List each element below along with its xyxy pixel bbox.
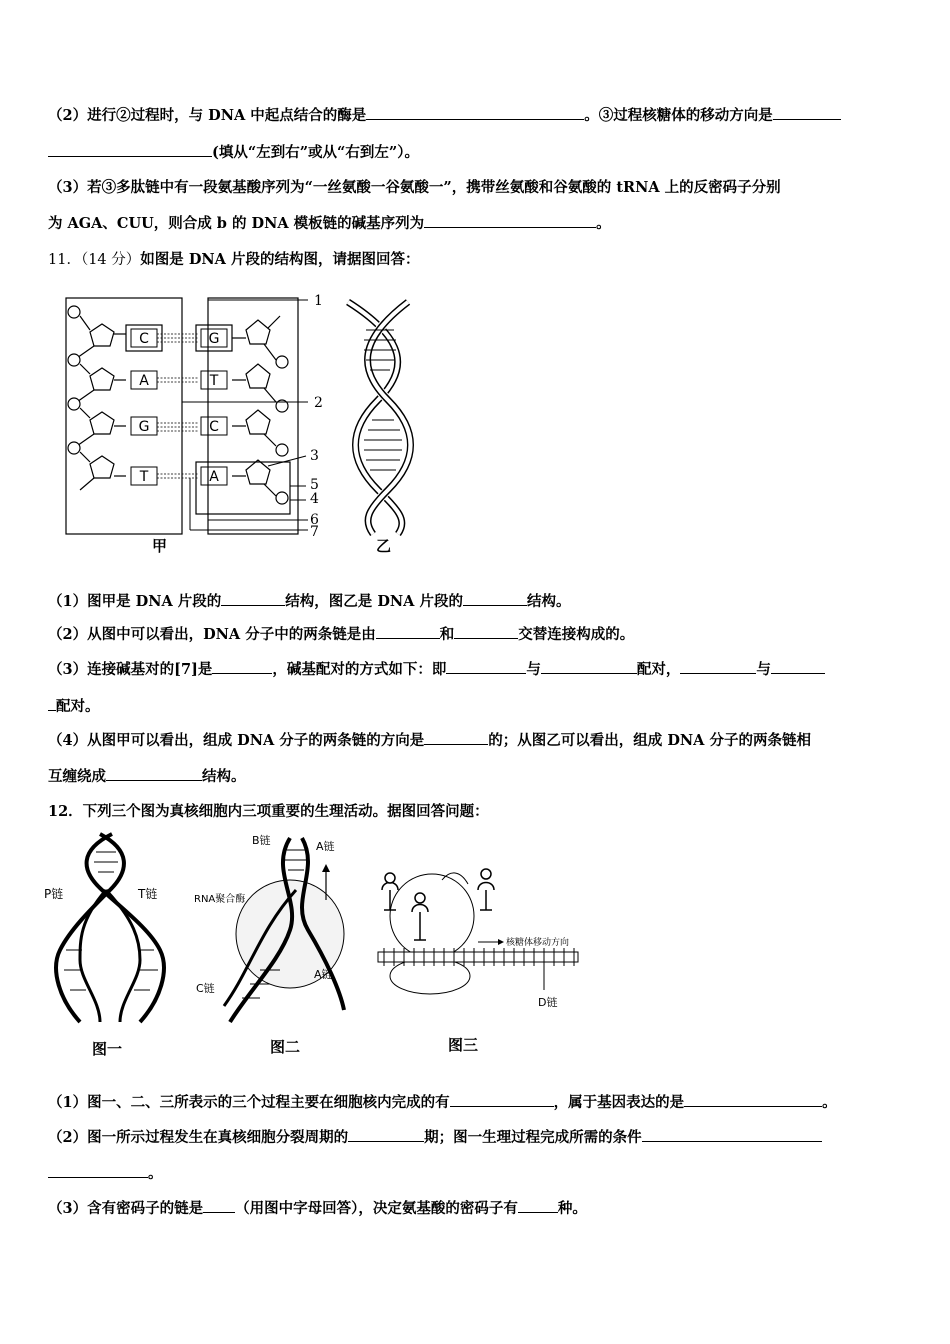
label-rna-polymerase: RNA聚合酶 (194, 894, 246, 905)
q11-q1 (48, 590, 570, 611)
q12-q2-text-a: （2）图一所示过程发生在真核细胞分裂周期的 (48, 1129, 349, 1146)
hydrogen-bonds (157, 334, 199, 478)
answer-blank[interactable] (424, 730, 488, 745)
answer-blank[interactable] (48, 696, 56, 711)
right-base-letter: A (209, 469, 219, 485)
q12-q2-line2 (48, 1162, 163, 1183)
answer-blank[interactable] (221, 591, 285, 606)
caption-jia: 甲 (152, 537, 168, 555)
q10-part2-line1 (48, 104, 841, 125)
label-ribosome-direction: 核糖体移动方向 (506, 938, 570, 948)
q10-part2-line2 (48, 141, 419, 162)
fig-label-6: 6 (310, 512, 319, 528)
right-base-letter: T (209, 373, 219, 389)
q12-q1-text-b: ，属于基因表达的是 (553, 1094, 685, 1111)
left-strand (68, 306, 126, 490)
q11-q4-text-c: 互缠绕成 (48, 768, 106, 785)
right-strand (232, 316, 288, 504)
q11-q2-text-b: 和 (439, 626, 455, 643)
q11-q4-text-d: 结构。 (202, 768, 246, 785)
q11-title (48, 248, 419, 269)
q11-number: 11．（14 分） (48, 252, 141, 268)
q12-title: 12．下列三个图为真核细胞内三项重要的生理活动。据图回答问题： (48, 803, 489, 820)
q12-q2-text-b: 期；图一生理过程完成所需的条件 (424, 1129, 642, 1146)
answer-blank[interactable] (773, 105, 841, 120)
q11-q3-line2 (48, 695, 100, 716)
q12-q2-line1 (48, 1126, 822, 1147)
answer-blank[interactable] (642, 1127, 822, 1142)
left-base-letter: A (139, 373, 149, 389)
q11-q3-line1 (48, 658, 825, 679)
q11-q4-text-a: （4）从图甲可以看出，组成 DNA 分子的两条链的方向是 (48, 732, 425, 749)
answer-blank[interactable] (450, 1092, 554, 1107)
label-t-strand: T链 (138, 887, 158, 901)
q10-part2-text-c: (填从“左到右”或从“右到左”）。 (212, 144, 419, 161)
fig-label-1: 1 (314, 293, 323, 309)
left-base-letter: G (138, 419, 150, 435)
answer-blank[interactable] (684, 1092, 822, 1107)
label-d-strand: D链 (538, 996, 558, 1009)
fig-label-7: 7 (310, 524, 319, 540)
fig-label-3: 3 (310, 448, 319, 464)
q11-q1-text-c: 结构。 (526, 593, 571, 610)
q12-q3-text-b: （用图中字母回答），决定氨基酸的密码子有 (235, 1200, 518, 1217)
answer-blank[interactable] (376, 624, 440, 639)
q11-q4-line1 (48, 729, 811, 750)
answer-blank[interactable] (366, 105, 584, 120)
q10-part3-text-c: 。 (596, 215, 611, 232)
q10-part3-text-a: （3）若③多肽链中有一段氨基酸序列为“一丝氨酸一谷氨酸一”，携带丝氨酸和谷氨酸的 tRNA 上的反密码子分别 (48, 179, 781, 196)
q12-q1-text-a: （1）图一、二、三所表示的三个过程主要在细胞核内完成的有 (48, 1094, 450, 1111)
right-base-letter: G (208, 331, 220, 347)
q11-title-text: 如图是 DNA 片段的结构图，请据图回答： (140, 251, 420, 268)
answer-blank[interactable] (771, 659, 825, 674)
fig-label-5: 5 (310, 477, 319, 493)
label-a-strand-bottom: A链 (314, 968, 333, 981)
caption-yi: 乙 (376, 537, 392, 555)
trna-molecules (382, 869, 494, 940)
right-base-letter: C (209, 419, 219, 435)
fig-label-2: 2 (314, 395, 323, 411)
q12-q2-text-c: 。 (148, 1165, 163, 1182)
q11-q3-text-a: （3）连接碱基对的[7]是 (48, 661, 213, 678)
q10-part2-text-a: （2）进行②过程时，与 DNA 中起点结合的酶是 (48, 107, 367, 124)
label-p-strand: P链 (44, 887, 64, 901)
q11-q4-text-b: 的；从图乙可以看出，组成 DNA 分子的两条链相 (488, 732, 811, 749)
answer-blank[interactable] (348, 1127, 424, 1142)
q12-q1 (48, 1091, 837, 1112)
q11-q3-text-f: 配对。 (56, 698, 100, 715)
q10-part3-line1 (48, 176, 781, 197)
q11-q1-text-b: 结构，图乙是 DNA 片段的 (285, 593, 463, 610)
caption-figure-one: 图一 (92, 1040, 123, 1058)
ribosome-large-subunit (390, 874, 474, 958)
answer-blank[interactable] (446, 659, 526, 674)
answer-blank[interactable] (212, 659, 272, 674)
q11-q2-text-c: 交替连接构成的。 (518, 626, 635, 643)
q12-q3-text-c: 种。 (557, 1200, 587, 1217)
answer-blank[interactable] (48, 142, 212, 157)
left-base-letter: T (139, 469, 149, 485)
q11-q2-text-a: （2）从图中可以看出，DNA 分子中的两条链是由 (48, 626, 376, 643)
dna-structure-figure (58, 290, 448, 560)
answer-blank[interactable] (424, 213, 596, 228)
label-c-strand: C链 (196, 982, 215, 995)
q10-part2-text-b: 。③过程核糖体的移动方向是 (584, 107, 773, 124)
q11-q3-text-e: 与 (756, 661, 771, 678)
label-a-strand-top: A链 (316, 840, 335, 853)
q10-part3-line2 (48, 212, 611, 233)
left-backbone-box (66, 298, 182, 534)
answer-blank[interactable] (203, 1198, 235, 1213)
answer-blank[interactable] (454, 624, 518, 639)
q11-q3-text-d: 配对， (636, 661, 681, 678)
answer-blank[interactable] (541, 659, 637, 674)
mrna-strand (378, 952, 578, 962)
q11-q2 (48, 623, 634, 644)
answer-blank[interactable] (680, 659, 756, 674)
fig-label-4: 4 (310, 491, 319, 507)
q11-q4-line2 (48, 765, 246, 786)
answer-blank[interactable] (463, 591, 527, 606)
caption-figure-two: 图二 (270, 1038, 301, 1056)
label-b-strand: B链 (252, 834, 271, 847)
q10-part3-text-b: 为 AGA、CUU，则合成 b 的 DNA 模板链的碱基序列为 (48, 215, 425, 232)
q12-q1-text-c: 。 (822, 1094, 837, 1111)
figure-three-translation (360, 860, 590, 1010)
answer-blank[interactable] (48, 1163, 148, 1178)
q12-q3-text-a: （3）含有密码子的链是 (48, 1200, 204, 1217)
q11-q1-text-a: （1）图甲是 DNA 片段的 (48, 593, 222, 610)
figure-two-transcription (190, 830, 360, 1030)
curved-arrow (442, 873, 468, 884)
q11-q3-text-c: 与 (526, 661, 541, 678)
left-base-letter: C (139, 331, 149, 347)
answer-blank[interactable] (518, 1198, 558, 1213)
q12-q3 (48, 1197, 587, 1218)
double-helix (348, 302, 411, 534)
answer-blank[interactable] (106, 766, 202, 781)
caption-figure-three: 图三 (448, 1036, 479, 1054)
q11-q3-text-b: ，碱基配对的方式如下：即 (272, 661, 447, 678)
figure-one-replication (40, 830, 180, 1030)
ribosome-small-subunit (390, 958, 470, 994)
